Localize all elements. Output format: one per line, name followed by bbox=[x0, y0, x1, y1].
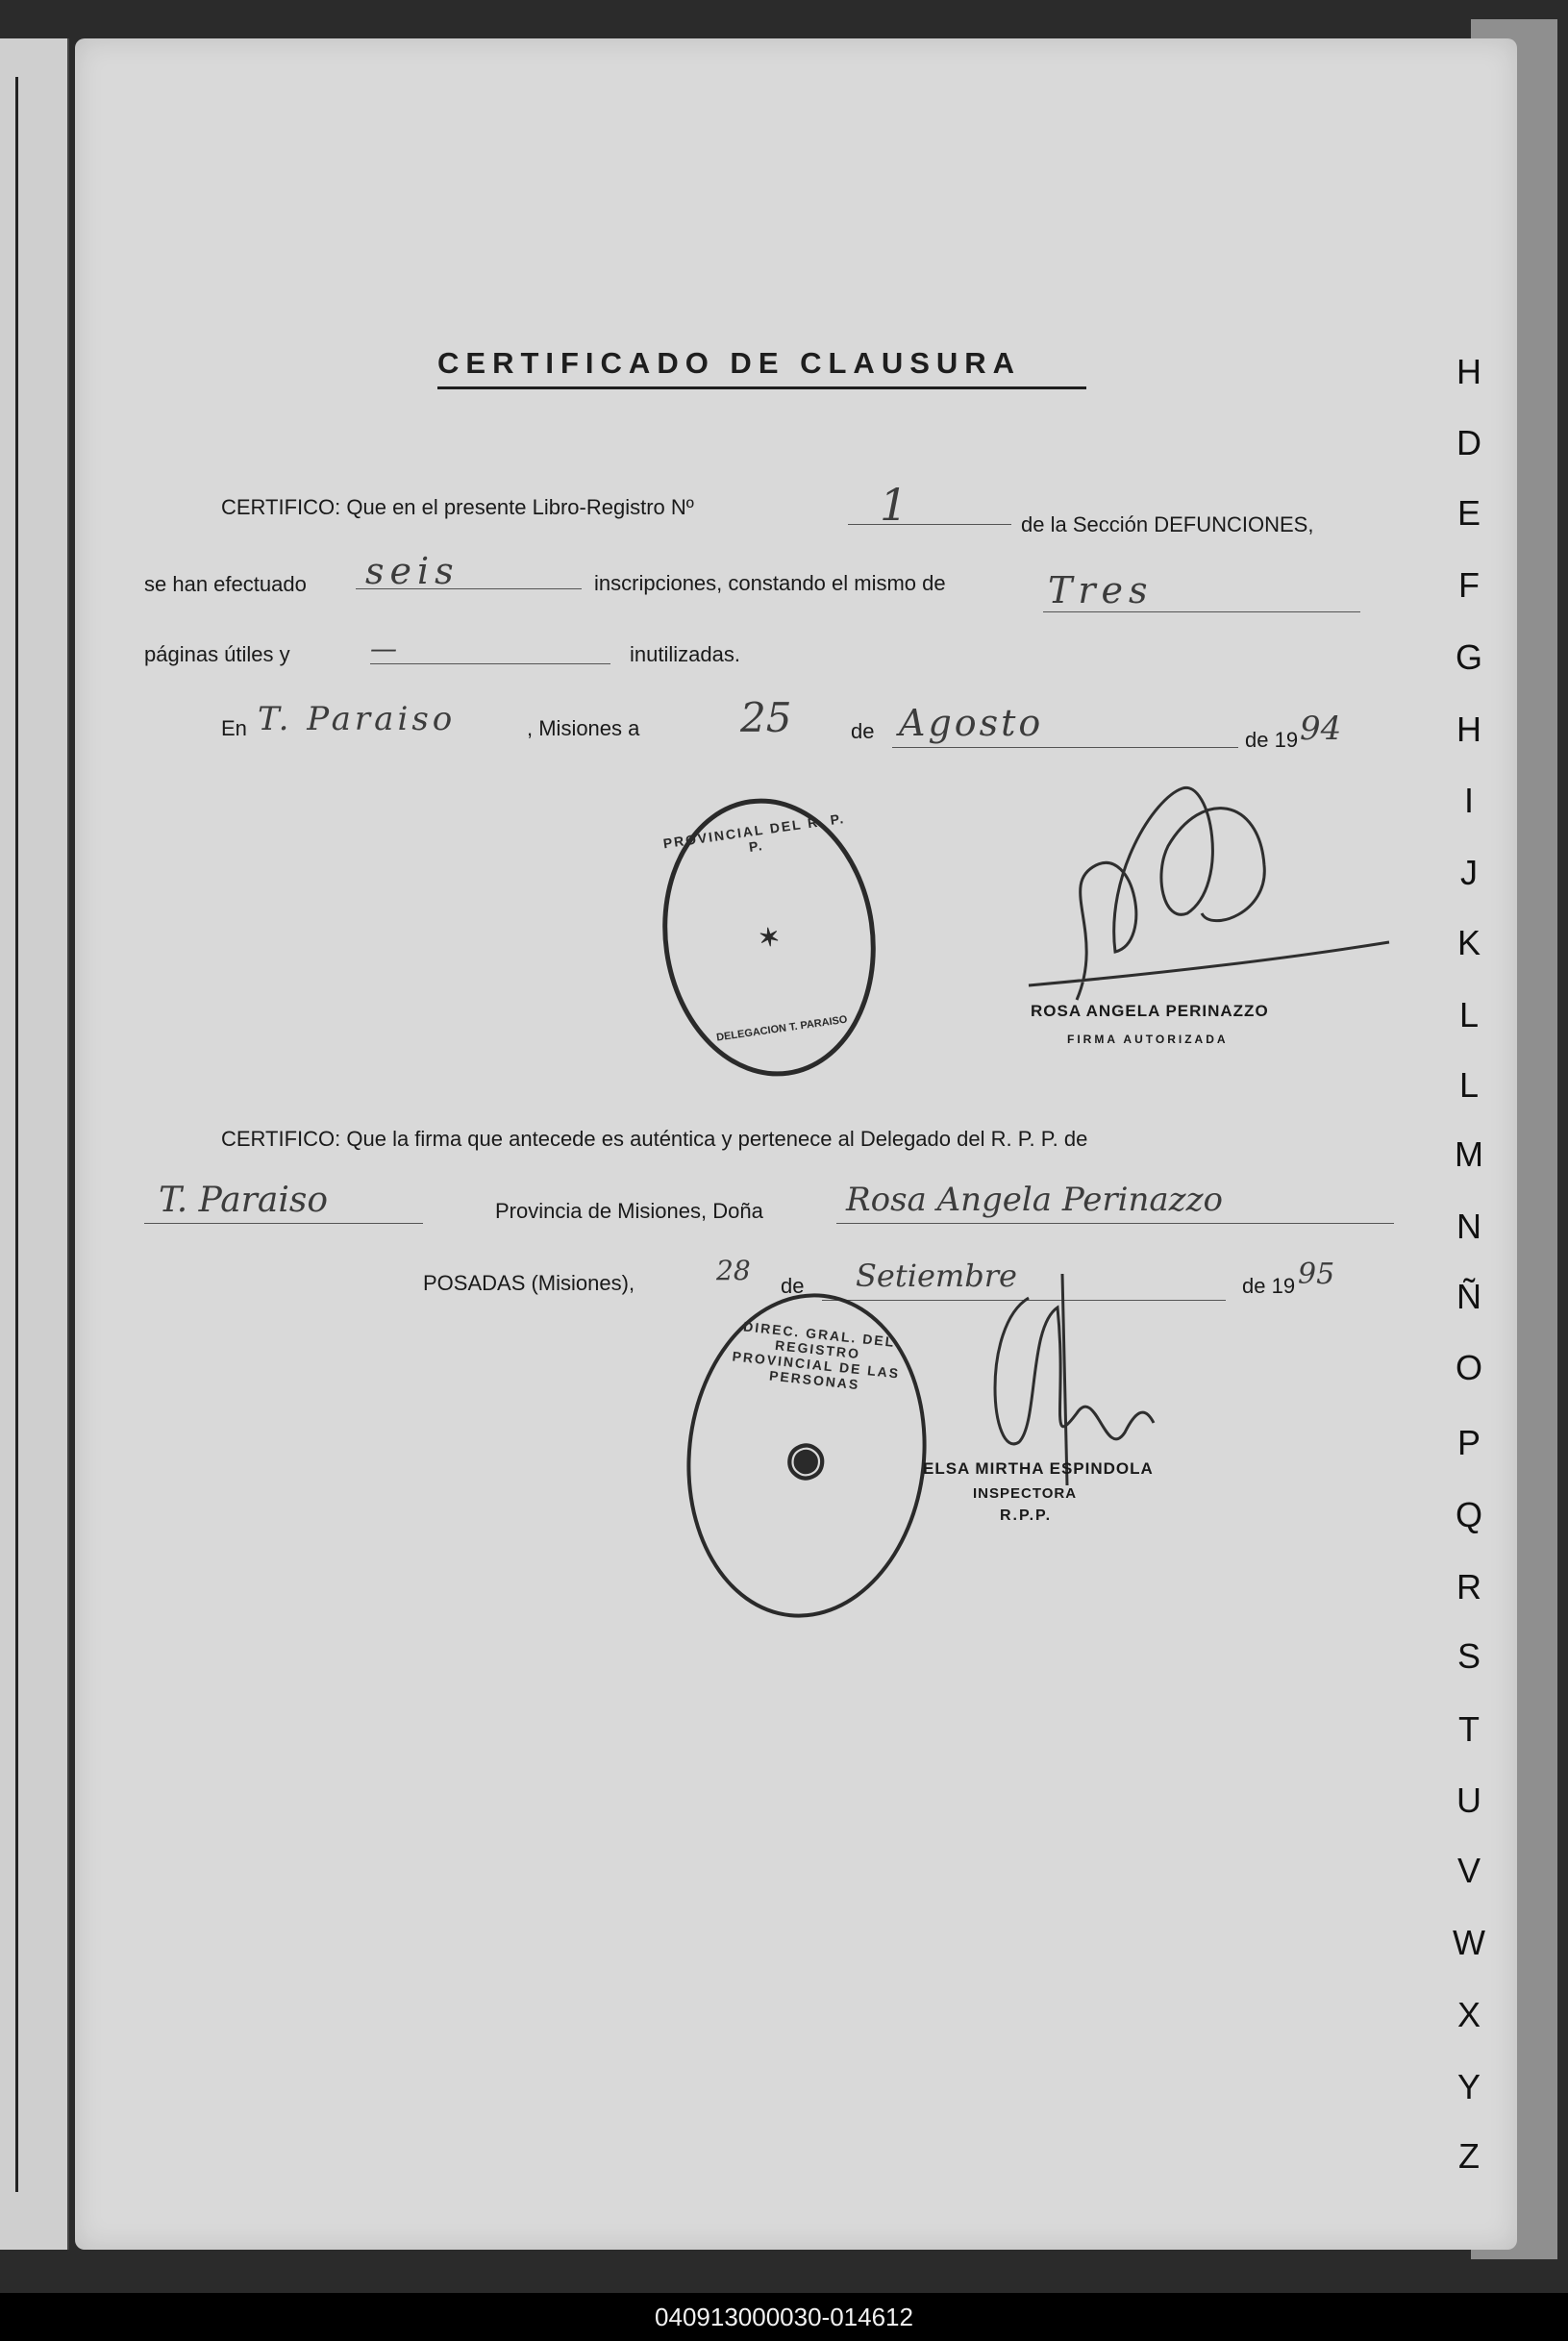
index-tab-w[interactable]: W bbox=[1453, 1923, 1485, 1962]
index-tab-h-top[interactable]: H bbox=[1456, 352, 1481, 391]
index-tab-l[interactable]: L bbox=[1458, 1065, 1480, 1105]
paginas-value: Tres bbox=[1048, 569, 1154, 611]
index-tab-y[interactable]: Y bbox=[1456, 2067, 1481, 2106]
seal2-arc-text: DIREC. GRAL. DEL REGISTRO PROVINCIAL DE LAS PERSONAS bbox=[731, 1318, 901, 1393]
p2-year-prefix: de 19 bbox=[1242, 1274, 1296, 1298]
p2-line1: CERTIFICO: Que la firma que antecede es auténtica y pertenece al Delegado del R. P. P. de bbox=[221, 1127, 1088, 1151]
inutilizadas-value: — bbox=[370, 633, 397, 664]
p1-en-label: En bbox=[221, 716, 247, 740]
index-tab-u[interactable]: U bbox=[1456, 1781, 1481, 1820]
seal2-emblem-icon: ◉ bbox=[784, 1431, 830, 1487]
p2-day-value: 28 bbox=[716, 1255, 751, 1286]
index-tab-h[interactable]: H bbox=[1456, 710, 1481, 749]
index-tab-n[interactable]: N bbox=[1456, 1207, 1481, 1246]
left-page-edge bbox=[0, 38, 69, 2250]
index-tab-m[interactable]: M bbox=[1455, 1134, 1483, 1174]
signature2-org: R.P.P. bbox=[1000, 1507, 1053, 1524]
inutilizadas-line bbox=[370, 663, 610, 664]
signature2-name: ELSA MIRTHA ESPINDOLA bbox=[923, 1459, 1154, 1478]
paginas-line bbox=[1043, 611, 1360, 612]
signature1-name: ROSA ANGELA PERINAZZO bbox=[1031, 1002, 1269, 1020]
registro-no-value: 1 bbox=[880, 479, 908, 531]
p1-month-value: Agosto bbox=[899, 702, 1044, 744]
p1-year-prefix: de 19 bbox=[1245, 728, 1299, 752]
left-page-rule bbox=[15, 77, 18, 2192]
index-tab-d[interactable]: D bbox=[1456, 423, 1481, 462]
index-tab-z[interactable]: Z bbox=[1458, 2136, 1480, 2176]
p2-place-value: T. Paraiso bbox=[159, 1181, 329, 1220]
index-tab-p[interactable]: P bbox=[1456, 1423, 1481, 1462]
p1-line3-suffix: inutilizadas. bbox=[630, 642, 740, 666]
inscripciones-value: seis bbox=[365, 550, 460, 592]
p1-year-suffix: 94 bbox=[1300, 710, 1342, 748]
index-tab-s[interactable]: S bbox=[1456, 1636, 1481, 1676]
p2-delegate-name: Rosa Angela Perinazzo bbox=[846, 1181, 1223, 1219]
seal1-emblem-icon: ✶ bbox=[757, 921, 782, 954]
index-tab-q[interactable]: Q bbox=[1455, 1495, 1482, 1534]
p1-day-value: 25 bbox=[740, 694, 792, 741]
index-tab-enye[interactable]: Ñ bbox=[1456, 1277, 1481, 1316]
p2-de-label: de bbox=[781, 1274, 805, 1298]
p2-month-value: Setiembre bbox=[856, 1258, 1017, 1294]
p1-place-value: T. Paraiso bbox=[258, 700, 457, 738]
signature1-role: FIRMA AUTORIZADA bbox=[1067, 1033, 1229, 1046]
p1-line2-mid: inscripciones, constando el mismo de bbox=[594, 571, 946, 595]
seal1-arc-text: PROVINCIAL DEL R. P. P. bbox=[661, 809, 847, 855]
p1-de-label: de bbox=[851, 719, 875, 743]
p1-month-line bbox=[892, 747, 1238, 748]
p2-year-suffix: 95 bbox=[1298, 1258, 1335, 1291]
p1-line2-prefix: se han efectuado bbox=[144, 572, 307, 596]
index-tab-e[interactable]: E bbox=[1456, 493, 1481, 533]
index-tab-f[interactable]: F bbox=[1458, 565, 1480, 605]
index-tab-k[interactable]: K bbox=[1456, 923, 1481, 962]
p1-misiones-a: , Misiones a bbox=[527, 716, 640, 740]
signature-2-scrawl bbox=[961, 1269, 1211, 1490]
index-tab-r[interactable]: R bbox=[1456, 1567, 1481, 1606]
index-tab-x[interactable]: X bbox=[1456, 1995, 1481, 2034]
p2-place-line bbox=[144, 1223, 423, 1224]
index-tab-j[interactable]: J bbox=[1460, 853, 1478, 892]
index-tab-i[interactable]: I bbox=[1463, 781, 1474, 820]
seal1-bottom-text: DELEGACION T. PARAISO bbox=[715, 1013, 849, 1044]
index-tab-v[interactable]: V bbox=[1456, 1851, 1481, 1890]
p1-line1-suffix: de la Sección DEFUNCIONES, bbox=[1021, 512, 1314, 536]
certificate-title: CERTIFICADO DE CLAUSURA bbox=[437, 346, 1086, 389]
registro-no-line bbox=[848, 524, 1011, 525]
index-tab-o[interactable]: O bbox=[1455, 1348, 1482, 1387]
p2-name-line bbox=[836, 1223, 1394, 1224]
p2-provincia: Provincia de Misiones, Doña bbox=[495, 1199, 763, 1223]
index-tab-g[interactable]: G bbox=[1455, 637, 1482, 677]
signature2-role: INSPECTORA bbox=[973, 1485, 1078, 1502]
scan-id-footer: 040913000030-014612 bbox=[0, 2293, 1568, 2341]
signature-1-scrawl bbox=[1019, 769, 1404, 1038]
p1-line3-prefix: páginas útiles y bbox=[144, 642, 290, 666]
p2-posadas: POSADAS (Misiones), bbox=[423, 1271, 635, 1295]
p1-line1-prefix: CERTIFICO: Que en el presente Libro-Registro Nº bbox=[221, 495, 694, 519]
index-tab-l-partial[interactable]: L bbox=[1458, 995, 1480, 1034]
index-tab-t[interactable]: T bbox=[1458, 1709, 1480, 1749]
